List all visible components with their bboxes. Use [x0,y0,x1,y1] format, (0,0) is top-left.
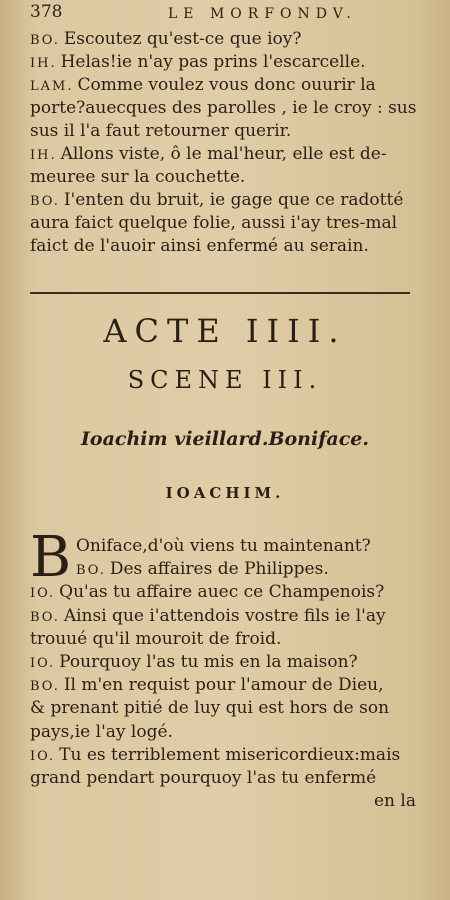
dialogue-line [30,558,430,581]
line-text: Ainsi que i'attendois vostre fils ie l'ay [63,605,386,626]
speaker-abbrev: BO. [30,609,60,625]
dialogue-line [30,120,430,143]
catchword: en la [374,791,416,812]
speaker-abbrev: IO. [30,655,56,671]
speaker-abbrev: IH. [30,56,57,71]
speaker-abbrev: LAM. [30,79,74,94]
speaker-heading: IOACHIM. [165,484,285,502]
dialogue-line [30,605,430,628]
line-text: meuree sur la couchette. [30,167,246,187]
line-text: porte?auecques des parolles , ie le croy : sus [30,98,417,118]
dialogue-line [30,28,430,51]
dialogue-line [30,212,430,235]
line-text: Tu es terriblement misericordieux:mais [59,744,401,765]
line-text: grand pendart pourquoy l'as tu enfermé [30,767,377,788]
line-text: Il m'en requist pour l'amour de Dieu, [63,675,384,696]
speaker-abbrev: BO. [30,33,60,48]
line-text: Allons viste, ô le mal'heur, elle est de- [60,144,387,164]
characters-line: Ioachim vieillard.Boniface. [81,428,369,450]
dialogue-line [30,767,430,790]
dialogue-line [30,143,430,166]
line-text: faict de l'auoir ainsi enfermé au serain. [30,236,369,256]
line-text: Qu'as tu affaire auec ce Champenois? [59,582,385,603]
speaker-abbrev: BO. [30,194,60,209]
speaker-abbrev: IO. [30,748,56,764]
dialogue-line [30,628,430,651]
line-text: Escoutez qu'est-ce que ioy? [63,29,302,49]
dialogue-line [30,581,430,604]
line-text: Helas!ie n'ay pas prins l'escarcelle. [60,52,366,72]
dialogue-line [30,535,430,558]
speaker-abbrev: IO. [30,586,56,602]
dialogue-line [30,651,430,674]
dialogue-line [30,166,430,189]
scene-heading: SCENE III. [127,366,323,394]
dialogue-line [30,189,430,212]
dialogue-line [30,744,430,767]
line-text: pays,ie l'ay logé. [30,721,173,742]
line-text: aura faict quelque folie, aussi i'ay tres-mal [30,213,398,233]
line-text: Comme voulez vous donc ouurir la [77,75,376,95]
speaker-abbrev: BO. [76,563,106,579]
act-heading: ACTE IIII. [103,312,347,350]
line-text: Des affaires de Philippes. [109,559,329,580]
speaker-abbrev: BO. [30,679,60,695]
line-text: I'enten du bruit, ie gage que ce radotté [63,190,404,210]
dialogue-line [30,674,430,697]
dialogue-line [30,97,430,120]
line-text: trouué qu'il mouroit de froid. [30,628,282,649]
dialogue-block-top [30,28,430,258]
drop-capital: B [30,525,72,590]
section-divider [30,292,410,294]
dialogue-line [30,235,430,258]
page-number: 378 [30,2,63,22]
line-text: sus il l'a faut retourner querir. [30,121,292,141]
dialogue-block-bottom [30,535,430,813]
speaker-abbrev: IH. [30,148,57,163]
dialogue-line [30,721,430,744]
line-text: Pourquoy l'as tu mis en la maison? [59,651,358,672]
line-text: Oniface,d'où viens tu maintenant? [76,536,371,556]
dialogue-line [30,51,430,74]
line-text: & prenant pitié de luy qui est hors de son [30,698,390,719]
dialogue-line [30,697,430,720]
dialogue-line [30,74,430,97]
running-title: LE MORFONDV. [168,6,357,22]
page-header [30,2,440,24]
